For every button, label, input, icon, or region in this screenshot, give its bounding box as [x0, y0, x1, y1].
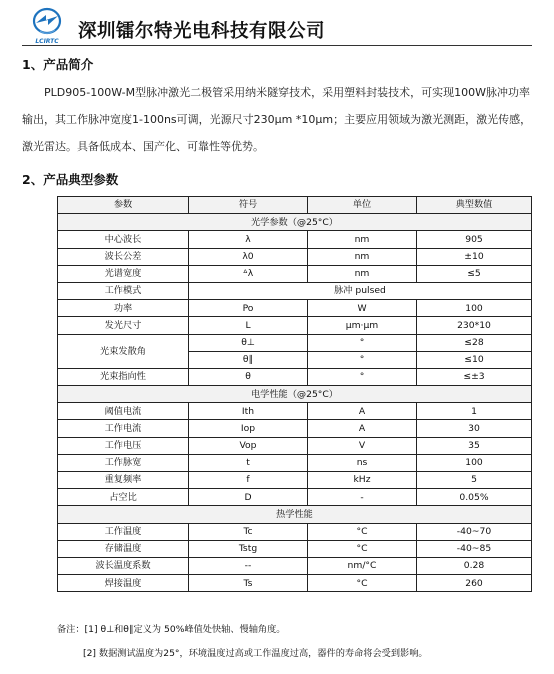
cell-param: 占空比: [58, 489, 189, 506]
header: [22, 6, 532, 46]
cell-value: 35: [417, 437, 532, 454]
cell-value: 260: [417, 575, 532, 592]
table-row: [58, 368, 532, 385]
table-row: [58, 248, 532, 265]
table-row: [58, 317, 532, 334]
cell-unit: °C: [308, 575, 417, 592]
cell-unit: °: [308, 334, 417, 351]
cell-symbol: ᐞλ: [189, 265, 308, 282]
cell-symbol: D: [189, 489, 308, 506]
cell-unit: nm: [308, 248, 417, 265]
cell-symbol: Tc: [189, 523, 308, 540]
section-2-title: 2、产品典型参数: [22, 172, 119, 187]
cell-unit: °: [308, 368, 417, 385]
cell-value: ±10: [417, 248, 532, 265]
optical-section-title: 光学参数（@25°C）: [58, 214, 532, 231]
table-section-row: [58, 386, 532, 403]
table-row: [58, 454, 532, 471]
cell-symbol: Iop: [189, 420, 308, 437]
cell-value: 5: [417, 472, 532, 489]
company-name: 深圳镭尔特光电科技有限公司: [78, 21, 326, 42]
cell-param: 工作温度: [58, 523, 189, 540]
cell-symbol: f: [189, 472, 308, 489]
table-section-row: [58, 214, 532, 231]
electrical-section-title: 电学性能（@25°C）: [58, 386, 532, 403]
table-row: [58, 282, 532, 299]
cell-param: 工作电压: [58, 437, 189, 454]
cell-unit: A: [308, 403, 417, 420]
cell-symbol: θ∥: [189, 351, 308, 368]
cell-param: 焊接温度: [58, 575, 189, 592]
table-row: [58, 540, 532, 557]
cell-param: 中心波长: [58, 231, 189, 248]
cell-value: 230*10: [417, 317, 532, 334]
cell-unit: A: [308, 420, 417, 437]
header-symbol: 符号: [189, 197, 308, 214]
cell-param: 光束指向性: [58, 368, 189, 385]
cell-unit: °C: [308, 540, 417, 557]
company-logo: [22, 6, 72, 46]
cell-symbol: θ: [189, 368, 308, 385]
header-typical: 典型数值: [417, 197, 532, 214]
cell-unit: -: [308, 489, 417, 506]
cell-param: 光谱宽度: [58, 265, 189, 282]
cell-unit: μm·μm: [308, 317, 417, 334]
cell-param: 光束发散角: [58, 334, 189, 368]
cell-param: 波长温度系数: [58, 557, 189, 574]
table-row: [58, 523, 532, 540]
cell-symbol: λ: [189, 231, 308, 248]
cell-value: -40~70: [417, 523, 532, 540]
table-row: [58, 489, 532, 506]
cell-symbol: λ0: [189, 248, 308, 265]
table-row: [58, 472, 532, 489]
table-section-row: [58, 506, 532, 523]
table-row: [58, 575, 532, 592]
cell-symbol: --: [189, 557, 308, 574]
cell-param: 阈值电流: [58, 403, 189, 420]
cell-symbol: Tstg: [189, 540, 308, 557]
section-1-title: 1、产品简介: [22, 57, 94, 72]
thermal-section-title: 热学性能: [58, 506, 532, 523]
cell-symbol: L: [189, 317, 308, 334]
cell-unit: nm: [308, 231, 417, 248]
cell-param: 工作电流: [58, 420, 189, 437]
cell-value: ≤±3: [417, 368, 532, 385]
cell-value: -40~85: [417, 540, 532, 557]
table-row: [58, 334, 532, 351]
cell-unit: W: [308, 300, 417, 317]
cell-param: 存储温度: [58, 540, 189, 557]
note-2: [2] 数据测试温度为25°，环境温度过高或工作温度过高，器件的寿命将会受到影响。: [83, 648, 428, 659]
table-row: [58, 557, 532, 574]
cell-unit: °: [308, 351, 417, 368]
cell-symbol: Ith: [189, 403, 308, 420]
cell-value: 脉冲 pulsed: [189, 282, 532, 299]
cell-param: 波长公差: [58, 248, 189, 265]
cell-symbol: Vop: [189, 437, 308, 454]
cell-unit: kHz: [308, 472, 417, 489]
cell-param: 重复频率: [58, 472, 189, 489]
cell-symbol: t: [189, 454, 308, 471]
cell-unit: nm/°C: [308, 557, 417, 574]
cell-param: 工作模式: [58, 282, 189, 299]
cell-unit: V: [308, 437, 417, 454]
note-1: 备注：[1] θ⊥和θ∥定义为 50%峰值处快轴、慢轴角度。: [57, 624, 286, 635]
cell-symbol: Ts: [189, 575, 308, 592]
spec-table: [57, 196, 532, 592]
logo-text: LCIRTC: [35, 38, 59, 45]
cell-unit: ns: [308, 454, 417, 471]
cell-symbol: θ⊥: [189, 334, 308, 351]
table-row: [58, 300, 532, 317]
header-divider: [22, 45, 532, 46]
table-row: [58, 437, 532, 454]
table-header-row: [58, 197, 532, 214]
cell-value: ≤5: [417, 265, 532, 282]
header-unit: 单位: [308, 197, 417, 214]
cell-value: 100: [417, 300, 532, 317]
cell-value: 100: [417, 454, 532, 471]
cell-value: 30: [417, 420, 532, 437]
cell-value: 0.05%: [417, 489, 532, 506]
cell-value: 0.28: [417, 557, 532, 574]
table-row: [58, 231, 532, 248]
product-intro-paragraph: PLD905-100W-M型脉冲激光二极管采用纳米隧穿技术，采用塑料封装技术，可实现100W脉冲功率输出，其工作脉冲宽度1-100ns可调，光源尺寸230μm *10μm；主要应用领域为激光测距，激光传感，激光雷达。具备低成本、国产化、可靠性等优势。: [22, 86, 532, 153]
cell-param: 工作脉宽: [58, 454, 189, 471]
cell-symbol: Po: [189, 300, 308, 317]
cell-param: 功率: [58, 300, 189, 317]
cell-unit: °C: [308, 523, 417, 540]
cell-value: ≤10: [417, 351, 532, 368]
cell-param: 发光尺寸: [58, 317, 189, 334]
cell-unit: nm: [308, 265, 417, 282]
table-row: [58, 265, 532, 282]
cell-value: ≤28: [417, 334, 532, 351]
header-param: 参数: [58, 197, 189, 214]
cell-value: 1: [417, 403, 532, 420]
cell-value: 905: [417, 231, 532, 248]
table-row: [58, 420, 532, 437]
table-row: [58, 403, 532, 420]
